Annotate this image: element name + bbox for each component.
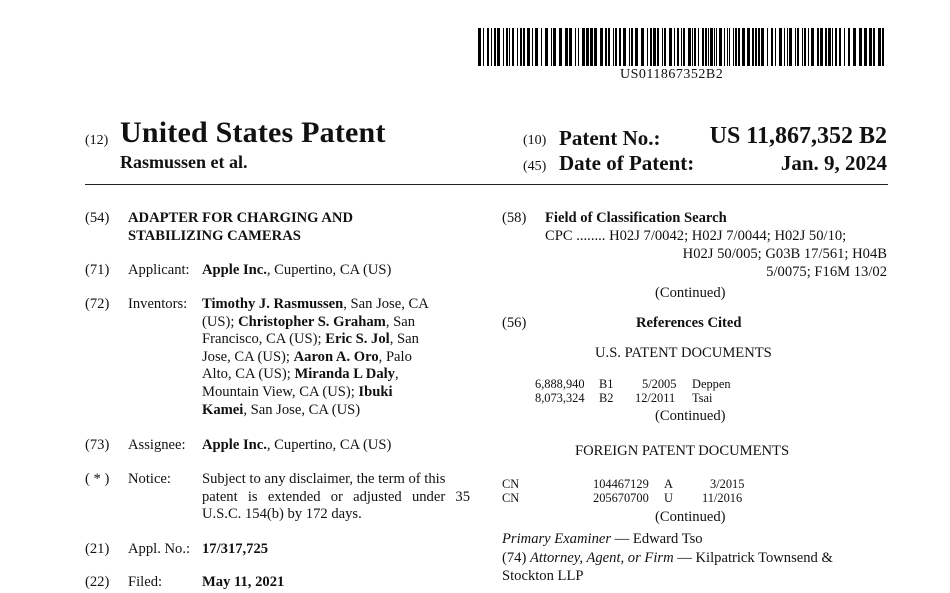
- barcode-bar: [653, 28, 656, 66]
- barcode-bar: [811, 28, 814, 66]
- barcode-bar: [509, 28, 510, 66]
- barcode-bar: [641, 28, 644, 66]
- barcode-bar: [710, 28, 713, 66]
- doc-country: CN: [502, 477, 520, 491]
- barcode-bar: [828, 28, 831, 66]
- invention-title-line-1: ADAPTER FOR CHARGING AND: [128, 210, 353, 226]
- assignee-name: Apple Inc.: [202, 437, 267, 453]
- barcode-bar: [853, 28, 856, 66]
- barcode-bar: [608, 28, 610, 66]
- attorney-line-1: [502, 550, 833, 568]
- code-56: (56): [502, 315, 527, 331]
- inventor-location: , San: [385, 313, 415, 330]
- attorney-sep: —: [673, 550, 696, 566]
- barcode-bar: [650, 28, 652, 66]
- doc-date: 5/2005: [642, 377, 677, 391]
- inventor-line: [202, 331, 470, 349]
- foreign-docs-continued: (Continued): [655, 509, 726, 525]
- barcode-bar: [694, 28, 696, 66]
- barcode-bar: [683, 28, 685, 66]
- inventor-name: Christopher S. Graham: [238, 313, 386, 330]
- barcode-bar: [532, 28, 533, 66]
- barcode-bar: [758, 28, 760, 66]
- barcode-bar: [804, 28, 806, 66]
- inventor-location: Jose, CA (US);: [202, 348, 294, 365]
- doc-number: 205670700: [593, 491, 649, 505]
- barcode-bar: [761, 28, 764, 66]
- barcode-number: US011867352B2: [620, 67, 724, 82]
- doc-number: 104467129: [593, 477, 649, 491]
- inventor-location: (US);: [202, 313, 239, 330]
- references-cited-title: References Cited: [636, 315, 742, 331]
- header-divider: [85, 184, 888, 185]
- date-label: Date of Patent:: [559, 151, 695, 175]
- barcode: [478, 28, 886, 66]
- barcode-bar: [569, 28, 572, 66]
- doc-kind: B1: [599, 377, 614, 391]
- inventor-location: , San Jose, CA (US): [243, 401, 361, 418]
- barcode-bar: [727, 28, 728, 66]
- applicant-name: Apple Inc.: [202, 262, 267, 278]
- code-58: (58): [502, 210, 527, 226]
- barcode-bar: [535, 28, 538, 66]
- barcode-bar: [631, 28, 633, 66]
- barcode-bar: [582, 28, 585, 66]
- barcode-bar: [789, 28, 792, 66]
- barcode-bar: [832, 28, 833, 66]
- barcode-bar: [553, 28, 556, 66]
- barcode-bar: [677, 28, 679, 66]
- code-54: (54): [85, 210, 110, 226]
- barcode-bar: [733, 28, 734, 66]
- attorney-name: Kilpatrick Townsend &: [695, 550, 833, 566]
- doc-kind: U: [664, 491, 673, 505]
- attorney-label: Attorney, Agent, or Firm: [529, 550, 674, 566]
- barcode-bar: [817, 28, 819, 66]
- examiner-label: Primary Examiner: [502, 531, 612, 547]
- barcode-bar: [795, 28, 796, 66]
- doc-kind: A: [664, 477, 673, 491]
- barcode-bar: [674, 28, 675, 66]
- barcode-bar: [864, 28, 867, 66]
- barcode-bar: [559, 28, 562, 66]
- barcode-bar: [517, 28, 518, 66]
- patent-title: United States Patent: [120, 116, 386, 149]
- assignee-value: [202, 437, 391, 455]
- barcode-bar: [820, 28, 823, 66]
- barcode-bar: [787, 28, 788, 66]
- inventor-location: , San Jose, CA: [343, 296, 429, 312]
- doc-date: 11/2016: [702, 491, 743, 505]
- notice-line: Subject to any disclaimer, the term of this: [202, 471, 446, 487]
- barcode-bar: [698, 28, 699, 66]
- doc-country: CN: [502, 491, 520, 505]
- barcode-bar: [512, 28, 514, 66]
- patent-number: US 11,867,352 B2: [709, 123, 887, 149]
- code-72: (72): [85, 296, 110, 312]
- barcode-bar: [839, 28, 841, 66]
- barcode-bar: [520, 28, 522, 66]
- filed-value: May 11, 2021: [202, 574, 285, 590]
- barcode-bar: [619, 28, 621, 66]
- barcode-bar: [623, 28, 626, 66]
- barcode-bar: [551, 28, 552, 66]
- barcode-bar: [586, 28, 589, 66]
- barcode-bar: [808, 28, 809, 66]
- barcode-bar: [705, 28, 707, 66]
- notice-text: [202, 471, 470, 524]
- inventor-location: Alto, CA (US);: [202, 366, 295, 383]
- barcode-bar: [708, 28, 709, 66]
- assignee-label: Assignee:: [128, 437, 186, 453]
- barcode-bar: [613, 28, 614, 66]
- notice-label: Notice:: [128, 471, 171, 487]
- barcode-bar: [600, 28, 603, 66]
- inventor-name: Timothy J. Rasmussen: [202, 296, 344, 312]
- barcode-bar: [702, 28, 704, 66]
- inventor-line: [202, 296, 470, 314]
- barcode-bar: [771, 28, 773, 66]
- applicant-location: , Cupertino, CA (US): [266, 262, 392, 278]
- doc-name: Tsai: [692, 391, 713, 405]
- inventor-name: Kamei: [202, 401, 244, 418]
- barcode-bar: [527, 28, 530, 66]
- barcode-bar: [662, 28, 663, 66]
- inventor-location: , San: [389, 331, 419, 348]
- doc-number: 6,888,940: [535, 377, 585, 391]
- assignee-location: , Cupertino, CA (US): [266, 437, 392, 453]
- barcode-bar: [615, 28, 617, 66]
- inventor-location: Francisco, CA (US);: [202, 331, 326, 348]
- barcode-bar: [494, 28, 496, 66]
- notice-line: U.S.C. 154(b) by 172 days.: [202, 506, 362, 523]
- barcode-bar: [594, 28, 597, 66]
- code-45: (45): [523, 159, 547, 174]
- barcode-bar: [779, 28, 782, 66]
- barcode-bar: [590, 28, 593, 66]
- code-10: (10): [523, 133, 547, 148]
- inventor-line: [202, 402, 470, 420]
- barcode-bar: [767, 28, 768, 66]
- patent-no-label: Patent No.:: [559, 126, 661, 150]
- barcode-bar: [848, 28, 850, 66]
- inventor-name: Eric S. Jol: [325, 331, 390, 348]
- us-docs-continued: (Continued): [655, 408, 726, 424]
- notice-line: patent is extended or adjusted under 35: [202, 488, 470, 505]
- filed-label: Filed:: [128, 574, 163, 590]
- barcode-bar: [784, 28, 785, 66]
- attorney-line-2: Stockton LLP: [502, 568, 584, 584]
- applicant-value: [202, 262, 391, 280]
- barcode-bar: [487, 28, 489, 66]
- inventors-label: Inventors:: [128, 296, 188, 312]
- foreign-docs-title: FOREIGN PATENT DOCUMENTS: [575, 443, 790, 459]
- barcode-bar: [878, 28, 881, 66]
- inventors-list: [202, 296, 470, 419]
- barcode-bar: [692, 28, 693, 66]
- barcode-bar: [669, 28, 672, 66]
- barcode-bar: [882, 28, 884, 66]
- barcode-bar: [503, 28, 504, 66]
- barcode-bar: [647, 28, 648, 66]
- cpc-line-1: CPC ........ H02J 7/0042; H02J 7/0044; H02J 50/10;: [545, 228, 847, 244]
- primary-examiner: [502, 531, 703, 549]
- inventor-line: [202, 384, 470, 402]
- barcode-bar: [747, 28, 750, 66]
- barcode-bar: [491, 28, 492, 66]
- cpc-line-2: H02J 50/005; G03B 17/561; H04B: [682, 246, 887, 262]
- doc-date: 12/2011: [635, 391, 676, 405]
- barcode-bar: [835, 28, 837, 66]
- inventors-short: Rasmussen et al.: [120, 152, 248, 172]
- us-docs-title: U.S. PATENT DOCUMENTS: [595, 345, 772, 361]
- code-21: (21): [85, 541, 110, 557]
- barcode-bar: [869, 28, 872, 66]
- inventor-line: [202, 366, 470, 384]
- barcode-bar: [742, 28, 745, 66]
- appl-no-value: 17/317,725: [202, 541, 269, 557]
- code-71: (71): [85, 262, 110, 278]
- barcode-bar: [565, 28, 568, 66]
- barcode-bar: [545, 28, 548, 66]
- code-73: (73): [85, 437, 110, 453]
- doc-date: 3/2015: [710, 477, 745, 491]
- barcode-bar: [629, 28, 630, 66]
- barcode-bar: [523, 28, 525, 66]
- barcode-bar: [483, 28, 484, 66]
- barcode-bar: [478, 28, 481, 66]
- barcode-bar: [729, 28, 730, 66]
- barcode-bar: [825, 28, 827, 66]
- cpc-line-3: 5/0075; F16M 13/02: [766, 264, 887, 280]
- f58-continued: (Continued): [655, 285, 726, 301]
- barcode-bar: [752, 28, 754, 66]
- barcode-bar: [575, 28, 576, 66]
- doc-number: 8,073,324: [535, 391, 585, 405]
- code-22: (22): [85, 574, 110, 590]
- barcode-bar: [859, 28, 862, 66]
- barcode-bar: [797, 28, 799, 66]
- inventor-line: [202, 314, 470, 332]
- inventor-line: [202, 349, 470, 367]
- field-search-title: Field of Classification Search: [545, 210, 727, 226]
- inventor-name: Aaron A. Oro: [293, 348, 379, 365]
- inventor-location: ,: [394, 366, 399, 383]
- barcode-bar: [844, 28, 845, 66]
- examiner-sep: —: [611, 531, 633, 547]
- inventor-name: Ibuki: [358, 383, 393, 400]
- barcode-bar: [578, 28, 579, 66]
- barcode-bar: [497, 28, 500, 66]
- notice-code: ( * ): [85, 471, 110, 487]
- barcode-bar: [775, 28, 776, 66]
- doc-kind: B2: [599, 391, 614, 405]
- barcode-bar: [735, 28, 737, 66]
- inventor-location: Mountain View, CA (US);: [202, 383, 359, 400]
- doc-name: Deppen: [692, 377, 731, 391]
- inventor-location: , Palo: [378, 348, 412, 365]
- date-of-patent: Jan. 9, 2024: [780, 151, 887, 175]
- barcode-bar: [688, 28, 691, 66]
- barcode-bar: [738, 28, 740, 66]
- barcode-bar: [755, 28, 757, 66]
- barcode-bar: [657, 28, 659, 66]
- inventor-name: Miranda L Daly: [294, 366, 395, 383]
- barcode-bar: [664, 28, 666, 66]
- barcode-bar: [635, 28, 638, 66]
- applicant-label: Applicant:: [128, 262, 190, 278]
- barcode-bar: [802, 28, 803, 66]
- code-74: (74): [502, 550, 527, 566]
- appl-no-label: Appl. No.:: [128, 541, 191, 557]
- invention-title-line-2: STABILIZING CAMERAS: [128, 228, 301, 244]
- barcode-bar: [716, 28, 717, 66]
- barcode-bar: [873, 28, 875, 66]
- barcode-bar: [681, 28, 682, 66]
- barcode-bar: [541, 28, 542, 66]
- barcode-bar: [724, 28, 725, 66]
- barcode-bar: [506, 28, 508, 66]
- code-12: (12): [85, 133, 109, 148]
- barcode-bar: [605, 28, 607, 66]
- examiner-name: Edward Tso: [632, 531, 703, 547]
- barcode-bar: [719, 28, 722, 66]
- barcode-bar: [714, 28, 715, 66]
